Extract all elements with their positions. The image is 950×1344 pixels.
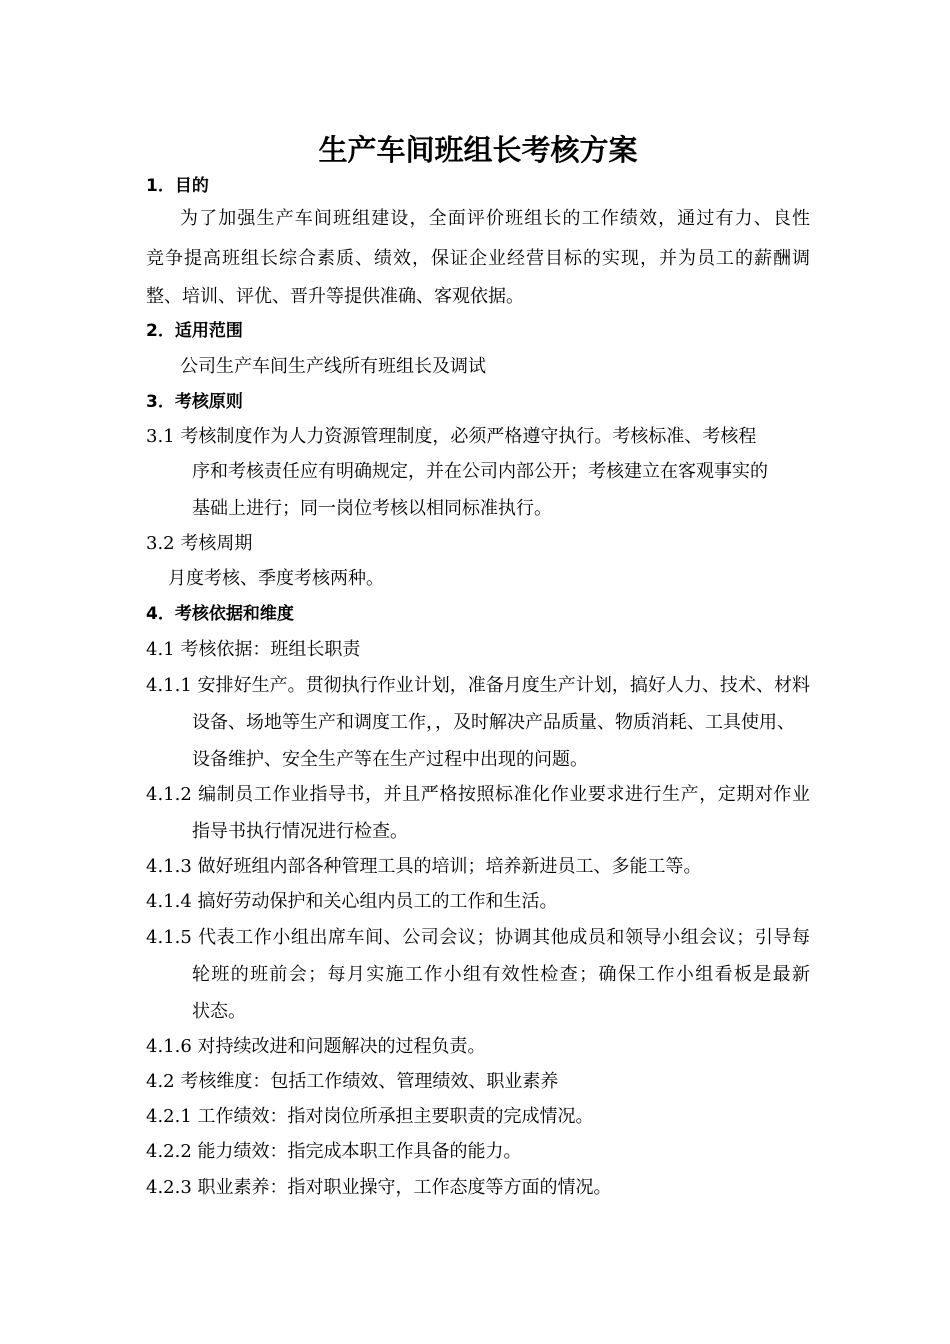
paragraph-line: 月度考核、季度考核两种。 <box>168 568 384 589</box>
paragraph-line: 4.1.3 做好班组内部各种管理工具的培训；培养新进员工、多能工等。 <box>146 856 702 877</box>
paragraph-line: 为了加强生产车间班组建设，全面评价班组长的工作绩效，通过有力、良性 <box>180 208 810 229</box>
paragraph-line: 状态。 <box>192 1001 246 1022</box>
paragraph-line: 3.2 考核周期 <box>146 533 253 554</box>
paragraph-line: 公司生产车间生产线所有班组长及调试 <box>180 356 486 377</box>
paragraph-line: 4.1.2 编制员工作业指导书，并且严格按照标准化作业要求进行生产，定期对作业 <box>146 784 810 805</box>
document-title: 生产车间班组长考核方案 <box>318 133 638 167</box>
paragraph-line: 竞争提高班组长综合素质、绩效，保证企业经营目标的实现，并为员工的薪酬调 <box>146 248 810 269</box>
paragraph-line: 设备维护、安全生产等在生产过程中出现的问题。 <box>192 749 588 770</box>
paragraph-line: 4.2.3 职业素养：指对职业操守，工作态度等方面的情况。 <box>146 1177 612 1198</box>
paragraph-line: 序和考核责任应有明确规定，并在公司内部公开；考核建立在客观事实的 <box>192 461 768 482</box>
section-heading-3: 3．考核原则 <box>146 392 243 412</box>
paragraph-line: 4.1.5 代表工作小组出席车间、公司会议；协调其他成员和领导小组会议；引导每 <box>146 927 810 948</box>
paragraph-line: 4.1 考核依据：班组长职责 <box>146 639 361 660</box>
paragraph-line: 4.2 考核维度：包括工作绩效、管理绩效、职业素养 <box>146 1071 559 1092</box>
paragraph-line: 3.1 考核制度作为人力资源管理制度，必须严格遵守执行。考核标准、考核程 <box>146 426 757 447</box>
paragraph-line: 4.1.6 对持续改进和问题解决的过程负责。 <box>146 1036 486 1057</box>
paragraph-line: 设备、场地等生产和调度工作，，及时解决产品质量、物质消耗、工具使用、 <box>192 712 795 733</box>
paragraph-line: 4.1.4 搞好劳动保护和关心组内员工的工作和生活。 <box>146 891 558 912</box>
section-heading-2: 2．适用范围 <box>146 321 243 341</box>
paragraph-line: 轮班的班前会；每月实施工作小组有效性检查；确保工作小组看板是最新 <box>192 964 810 985</box>
paragraph-line: 基础上进行；同一岗位考核以相同标准执行。 <box>192 498 552 519</box>
paragraph-line: 整、培训、评优、晋升等提供准确、客观依据。 <box>146 286 524 307</box>
paragraph-line: 4.2.2 能力绩效：指完成本职工作具备的能力。 <box>146 1141 522 1162</box>
section-heading-4: 4．考核依据和维度 <box>146 604 294 624</box>
section-heading-1: 1．目的 <box>146 176 209 196</box>
paragraph-line: 4.1.1 安排好生产。贯彻执行作业计划，准备月度生产计划，搞好人力、技术、材料 <box>146 675 810 696</box>
paragraph-line: 4.2.1 工作绩效：指对岗位所承担主要职责的完成情况。 <box>146 1106 594 1127</box>
paragraph-line: 指导书执行情况进行检查。 <box>192 821 408 842</box>
